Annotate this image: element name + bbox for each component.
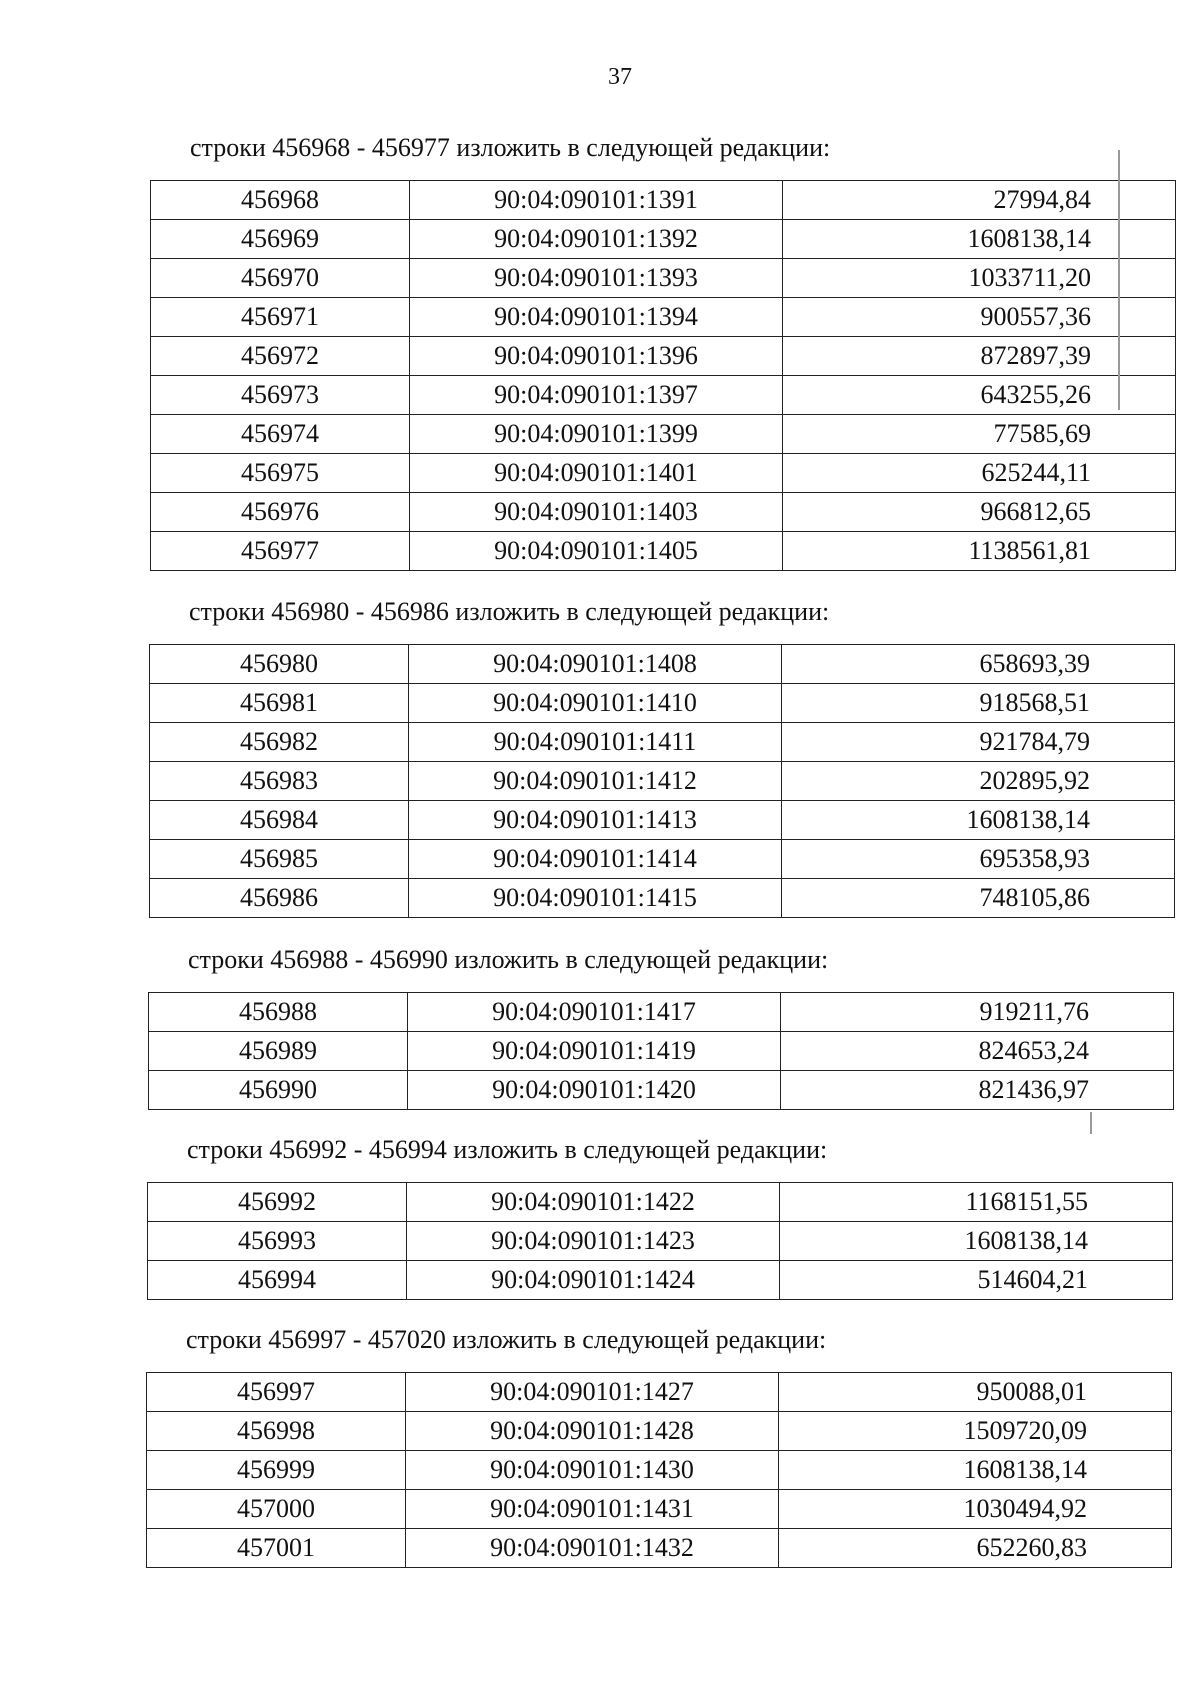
- value-cell: 872897,39: [783, 337, 1176, 376]
- row-number-cell: 456992: [148, 1183, 407, 1222]
- table-row: [147, 1490, 1172, 1529]
- value-cell: 1168151,55: [780, 1183, 1173, 1222]
- cadastral-number-cell: 90:04:090101:1413: [409, 801, 782, 840]
- value-cell: 1608138,14: [779, 1451, 1172, 1490]
- value-cell: 919211,76: [781, 993, 1174, 1032]
- row-number-cell: 456993: [148, 1222, 407, 1261]
- table-row: [151, 415, 1176, 454]
- value-cell: 27994,84: [783, 181, 1176, 220]
- row-number-cell: 456984: [150, 801, 409, 840]
- cadastral-number-cell: 90:04:090101:1403: [410, 493, 783, 532]
- table-row: [151, 298, 1176, 337]
- section-5: [146, 1320, 1086, 1568]
- row-number-cell: 456969: [151, 220, 410, 259]
- data-table: [147, 1182, 1173, 1300]
- value-cell: 824653,24: [781, 1032, 1174, 1071]
- section-heading: строки 456968 - 456977 изложить в следующей редакции:: [190, 133, 831, 162]
- cadastral-number-cell: 90:04:090101:1397: [410, 376, 783, 415]
- data-table: [146, 1372, 1172, 1568]
- value-cell: 1033711,20: [783, 259, 1176, 298]
- table-row: [150, 879, 1175, 918]
- table-row: [149, 1032, 1174, 1071]
- value-cell: 202895,92: [782, 762, 1175, 801]
- table-row: [151, 259, 1176, 298]
- section-heading: строки 456988 - 456990 изложить в следующей редакции:: [188, 945, 829, 974]
- table-row: [147, 1451, 1172, 1490]
- cadastral-number-cell: 90:04:090101:1423: [407, 1222, 780, 1261]
- row-number-cell: 457000: [147, 1490, 406, 1529]
- value-cell: 966812,65: [783, 493, 1176, 532]
- row-number-cell: 456972: [151, 337, 410, 376]
- row-number-cell: 457001: [147, 1529, 406, 1568]
- table-row: [148, 1222, 1173, 1261]
- section-1: [150, 128, 1090, 571]
- table-row: [151, 454, 1176, 493]
- table-row: [150, 723, 1175, 762]
- cadastral-number-cell: 90:04:090101:1408: [409, 645, 782, 684]
- cadastral-number-cell: 90:04:090101:1393: [410, 259, 783, 298]
- section-heading: строки 456980 - 456986 изложить в следующей редакции:: [189, 597, 830, 626]
- table-row: [147, 1412, 1172, 1451]
- cadastral-number-cell: 90:04:090101:1432: [406, 1529, 779, 1568]
- cadastral-number-cell: 90:04:090101:1414: [409, 840, 782, 879]
- value-cell: 652260,83: [779, 1529, 1172, 1568]
- value-cell: 1138561,81: [783, 532, 1176, 571]
- table-row: [151, 181, 1176, 220]
- value-cell: 921784,79: [782, 723, 1175, 762]
- value-cell: 918568,51: [782, 684, 1175, 723]
- table-row: [151, 376, 1176, 415]
- value-cell: 1608138,14: [780, 1222, 1173, 1261]
- cadastral-number-cell: 90:04:090101:1405: [410, 532, 783, 571]
- cadastral-number-cell: 90:04:090101:1419: [408, 1032, 781, 1071]
- row-number-cell: 456982: [150, 723, 409, 762]
- scan-artifact: [1118, 150, 1120, 410]
- row-number-cell: 456971: [151, 298, 410, 337]
- value-cell: 1030494,92: [779, 1490, 1172, 1529]
- value-cell: 950088,01: [779, 1373, 1172, 1412]
- row-number-cell: 456994: [148, 1261, 407, 1300]
- cadastral-number-cell: 90:04:090101:1431: [406, 1490, 779, 1529]
- value-cell: 821436,97: [781, 1071, 1174, 1110]
- value-cell: 748105,86: [782, 879, 1175, 918]
- cadastral-number-cell: 90:04:090101:1394: [410, 298, 783, 337]
- row-number-cell: 456998: [147, 1412, 406, 1451]
- data-table: [149, 644, 1175, 918]
- table-row: [151, 337, 1176, 376]
- table-row: [148, 1261, 1173, 1300]
- row-number-cell: 456975: [151, 454, 410, 493]
- row-number-cell: 456997: [147, 1373, 406, 1412]
- value-cell: 695358,93: [782, 840, 1175, 879]
- value-cell: 900557,36: [783, 298, 1176, 337]
- page-number: 37: [608, 64, 632, 90]
- cadastral-number-cell: 90:04:090101:1428: [406, 1412, 779, 1451]
- section-4: [147, 1130, 1087, 1300]
- row-number-cell: 456981: [150, 684, 409, 723]
- row-number-cell: 456990: [149, 1071, 408, 1110]
- row-number-cell: 456988: [149, 993, 408, 1032]
- section-3: [148, 940, 1088, 1110]
- cadastral-number-cell: 90:04:090101:1417: [408, 993, 781, 1032]
- table-row: [149, 993, 1174, 1032]
- table-row: [147, 1373, 1172, 1412]
- row-number-cell: 456983: [150, 762, 409, 801]
- row-number-cell: 456976: [151, 493, 410, 532]
- table-row: [151, 493, 1176, 532]
- row-number-cell: 456985: [150, 840, 409, 879]
- row-number-cell: 456999: [147, 1451, 406, 1490]
- table-row: [150, 840, 1175, 879]
- cadastral-number-cell: 90:04:090101:1420: [408, 1071, 781, 1110]
- cadastral-number-cell: 90:04:090101:1415: [409, 879, 782, 918]
- table-row: [150, 762, 1175, 801]
- section-2: [149, 592, 1089, 918]
- table-row: [150, 684, 1175, 723]
- row-number-cell: 456968: [151, 181, 410, 220]
- table-row: [150, 801, 1175, 840]
- value-cell: 77585,69: [783, 415, 1176, 454]
- table-row: [147, 1529, 1172, 1568]
- cadastral-number-cell: 90:04:090101:1422: [407, 1183, 780, 1222]
- table-row: [150, 645, 1175, 684]
- value-cell: 625244,11: [783, 454, 1176, 493]
- data-table: [148, 992, 1174, 1110]
- cadastral-number-cell: 90:04:090101:1392: [410, 220, 783, 259]
- value-cell: 1608138,14: [783, 220, 1176, 259]
- cadastral-number-cell: 90:04:090101:1401: [410, 454, 783, 493]
- value-cell: 514604,21: [780, 1261, 1173, 1300]
- value-cell: 658693,39: [782, 645, 1175, 684]
- row-number-cell: 456989: [149, 1032, 408, 1071]
- row-number-cell: 456977: [151, 532, 410, 571]
- cadastral-number-cell: 90:04:090101:1396: [410, 337, 783, 376]
- cadastral-number-cell: 90:04:090101:1424: [407, 1261, 780, 1300]
- cadastral-number-cell: 90:04:090101:1411: [409, 723, 782, 762]
- data-table: [150, 180, 1176, 571]
- row-number-cell: 456973: [151, 376, 410, 415]
- cadastral-number-cell: 90:04:090101:1430: [406, 1451, 779, 1490]
- value-cell: 1608138,14: [782, 801, 1175, 840]
- row-number-cell: 456974: [151, 415, 410, 454]
- cadastral-number-cell: 90:04:090101:1412: [409, 762, 782, 801]
- value-cell: 1509720,09: [779, 1412, 1172, 1451]
- cadastral-number-cell: 90:04:090101:1399: [410, 415, 783, 454]
- row-number-cell: 456986: [150, 879, 409, 918]
- cadastral-number-cell: 90:04:090101:1427: [406, 1373, 779, 1412]
- row-number-cell: 456980: [150, 645, 409, 684]
- table-row: [151, 220, 1176, 259]
- value-cell: 643255,26: [783, 376, 1176, 415]
- section-heading: строки 456997 - 457020 изложить в следующей редакции:: [186, 1325, 827, 1354]
- row-number-cell: 456970: [151, 259, 410, 298]
- cadastral-number-cell: 90:04:090101:1410: [409, 684, 782, 723]
- scan-artifact: [1090, 1112, 1092, 1134]
- table-row: [149, 1071, 1174, 1110]
- table-row: [148, 1183, 1173, 1222]
- table-row: [151, 532, 1176, 571]
- cadastral-number-cell: 90:04:090101:1391: [410, 181, 783, 220]
- section-heading: строки 456992 - 456994 изложить в следующей редакции:: [187, 1135, 828, 1164]
